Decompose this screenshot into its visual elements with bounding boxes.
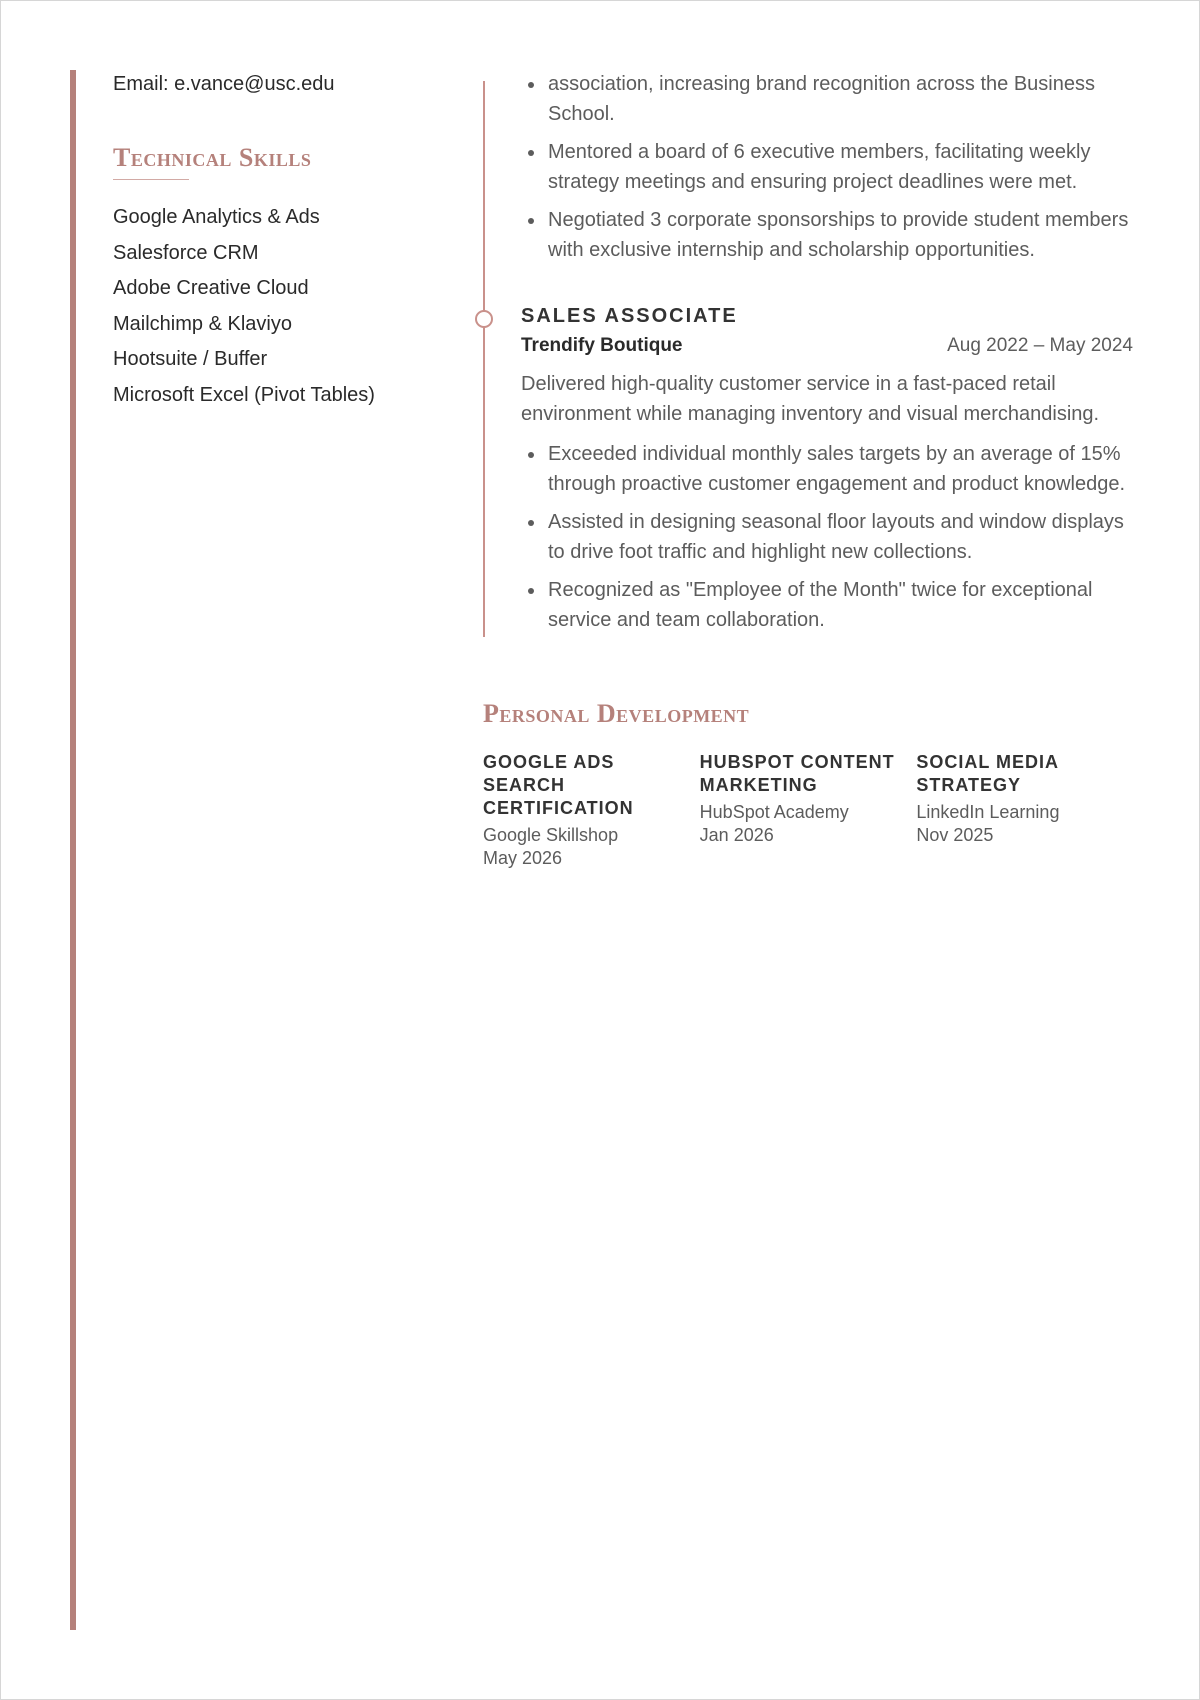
certification-item — [700, 751, 917, 870]
job-company: Trendify Boutique — [521, 335, 683, 356]
personal-development-heading: Personal Development — [483, 699, 750, 728]
contact-email: Email: e.vance@usc.edu — [113, 73, 335, 95]
job-meta — [521, 331, 1133, 361]
skill-item: Microsoft Excel (Pivot Tables) — [113, 383, 375, 406]
job-title: SALES ASSOCIATE — [521, 305, 738, 327]
skill-item: Hootsuite / Buffer — [113, 348, 268, 370]
technical-skills-heading: Technical Skills — [113, 143, 312, 172]
bullet-item: Negotiated 3 corporate sponsorships to provide student members with exclusive internship and scholarship opportunities. — [548, 205, 1158, 265]
skill-item: Google Analytics & Ads — [113, 206, 320, 228]
job-entry-sales-associate — [521, 301, 1133, 643]
certification-date: Jan 2026 — [699, 825, 774, 845]
skill-item: Salesforce CRM — [113, 241, 259, 264]
certification-date: Nov 2025 — [916, 825, 994, 845]
certification-org: LinkedIn Learning — [916, 802, 1060, 822]
skill-item: Adobe Creative Cloud — [113, 277, 309, 299]
accent-sidebar-bar — [70, 70, 76, 1630]
experience-timeline-line — [483, 81, 485, 637]
timeline-dot-icon — [475, 310, 493, 328]
bullet-item: association, increasing brand recognition across the Business School. — [548, 69, 1158, 129]
certification-item — [916, 751, 1133, 870]
job-description: Delivered high-quality customer service in a fast-paced retail environment while managing inventory and visual merchandising. — [521, 373, 1100, 425]
job-bullets — [521, 439, 1133, 635]
certification-org: HubSpot Academy — [699, 802, 849, 822]
heading-underline — [113, 179, 189, 180]
previous-role-bullets — [521, 69, 1158, 273]
bullet-item: Assisted in designing seasonal floor layouts and window displays to drive foot traffic and highlight new collections. — [548, 507, 1133, 567]
bullet-item: Recognized as "Employee of the Month" twice for exceptional service and team collaboration. — [548, 575, 1133, 635]
job-dates: Aug 2022 – May 2024 — [947, 335, 1133, 356]
certification-date: May 2026 — [483, 848, 563, 868]
left-column — [113, 69, 443, 413]
certification-title: GOOGLE ADS SEARCH CERTIFICATION — [483, 752, 634, 818]
certification-item — [483, 751, 700, 870]
skill-item: Mailchimp & Klaviyo — [113, 312, 292, 335]
certification-title: HUBSPOT CONTENT MARKETING — [699, 752, 895, 795]
bullet-item: Mentored a board of 6 executive members, facilitating weekly strategy meetings and ensuring project deadlines were met. — [548, 137, 1158, 197]
skills-list — [113, 200, 443, 413]
personal-development-section — [483, 699, 1133, 870]
certification-grid — [483, 751, 1133, 870]
bullet-item: Exceeded individual monthly sales targets by an average of 15% through proactive customer engagement and product knowledge. — [548, 439, 1133, 499]
certification-title: SOCIAL MEDIA STRATEGY — [916, 752, 1059, 795]
certification-org: Google Skillshop — [483, 825, 619, 845]
